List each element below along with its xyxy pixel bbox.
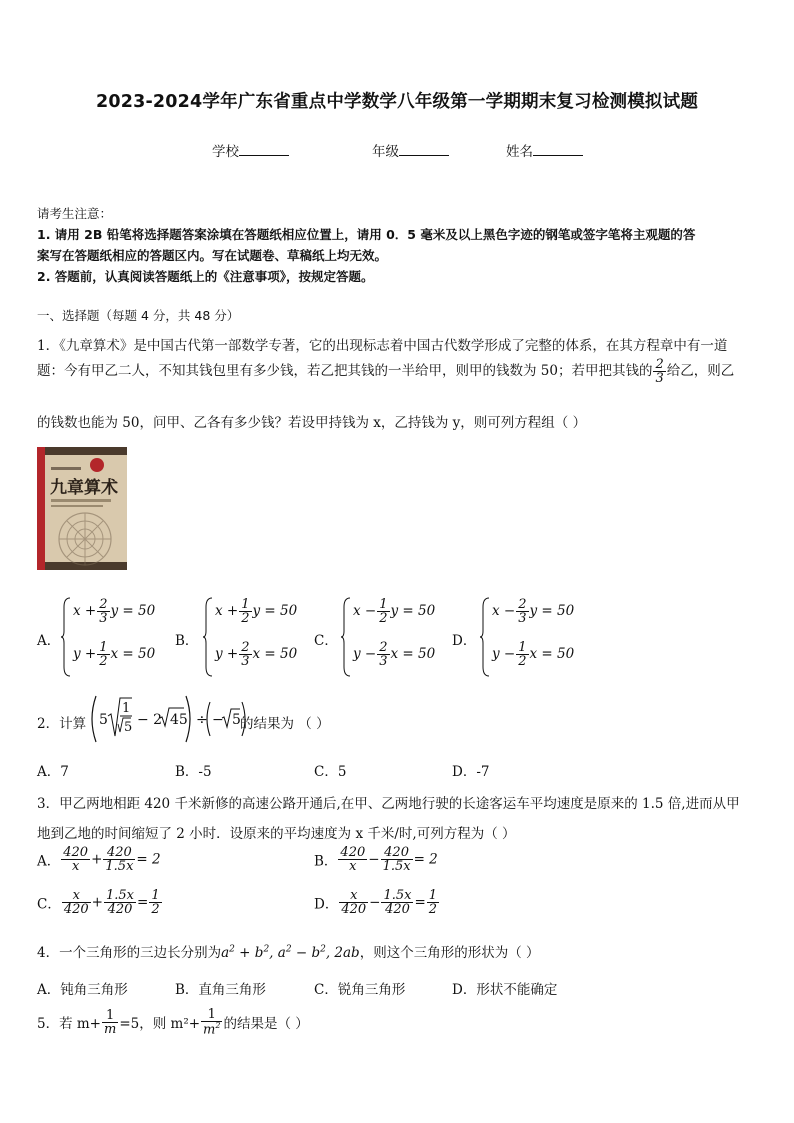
q3-line1: 3．甲乙两地相距 420 千米新修的高速公路开通后,在甲、乙两地行驶的长途客运车平均速度是原来的 1.5 倍,进而从甲 — [37, 796, 740, 812]
q5-prefix: 5．若 m+ — [37, 1016, 101, 1033]
option-letter: D． — [452, 633, 477, 649]
q2-prefix: 2．计算 — [37, 716, 87, 732]
notice-item2: 2. 答题前，认真阅读答题纸上的《注意事项》，按规定答题。 — [37, 269, 374, 284]
q3-line2: 地到乙地的时间缩短了 2 小时．设原来的平均速度为 x 千米/时,可列方程为（ ） — [37, 826, 516, 842]
q4-option-a[interactable]: A．钝角三角形 — [37, 982, 128, 998]
q2-option-a[interactable]: A．7 — [37, 764, 69, 780]
equation-row-1: x − $\frac{2}{3}$ y = 50 — [492, 597, 575, 626]
brace-icon — [61, 596, 71, 678]
q1-inline-fraction — [653, 358, 665, 385]
svg-text:5: 5 — [124, 720, 133, 735]
option-letter: D． — [314, 896, 339, 913]
q2-option-b[interactable]: B．-5 — [175, 764, 212, 780]
svg-text:− 2: − 2 — [137, 712, 163, 728]
notice-item1-line2: 案写在答题纸相应的答题区内。写在试题卷、草稿纸上均无效。 — [37, 248, 388, 263]
equation-row-1: x + $\frac{1}{2}$ y = 50 — [215, 597, 298, 626]
q3-option-c[interactable]: C． $\frac{x}{420}$ + $\frac{1.5x}{420}$ = $\frac{1}{2}$ — [37, 888, 160, 917]
q4-prefix: 4．一个三角形的三边长分别为 — [37, 945, 222, 961]
grade-label: 年级 — [372, 144, 399, 160]
q5-suffix: 的结果是（ ） — [223, 1016, 309, 1033]
svg-text:1: 1 — [122, 701, 131, 716]
q5-mid: =5，则 m²+ — [119, 1016, 201, 1033]
q5-fraction-1: $\frac{1}{m}$ — [104, 1007, 117, 1037]
option-letter: C． — [37, 896, 61, 913]
book-cover-image — [37, 447, 127, 570]
q4-option-b[interactable]: B．直角三角形 — [175, 982, 266, 998]
svg-text:−: − — [212, 712, 224, 728]
name-field[interactable] — [506, 140, 583, 160]
q3-option-d[interactable]: D． $\frac{x}{420}$ − $\frac{1.5x}{420}$ = $\frac{1}{2}$ — [314, 888, 438, 917]
q1-line2 — [37, 358, 734, 385]
q4-line — [37, 941, 540, 961]
q4-side-lengths: $a^2 + b^2$, $a^2 - b^2$, 2ab — [221, 944, 360, 961]
q1-option-a[interactable] — [37, 596, 187, 682]
page-title: 2023-2024学年广东省重点中学数学八年级第一学期期末复习检测模拟试题 — [95, 92, 699, 112]
option-letter: A． — [37, 853, 61, 870]
fraction-numerator: 2 — [655, 357, 664, 372]
q1-option-b[interactable] — [175, 596, 325, 682]
svg-text:45: 45 — [170, 712, 188, 728]
q4-option-c[interactable]: C．锐角三角形 — [314, 982, 406, 998]
brace-icon — [341, 596, 351, 678]
q2-option-c[interactable]: C．5 — [314, 764, 347, 780]
option-letter: A． — [37, 633, 61, 649]
svg-text:5: 5 — [99, 712, 108, 728]
brace-icon — [480, 596, 490, 678]
q1-option-d[interactable] — [452, 596, 602, 682]
option-letter: B． — [175, 633, 199, 649]
section-heading: 一、选择题（每题 4 分，共 48 分） — [37, 308, 240, 323]
equation-row-1: x + $\frac{2}{3}$ y = 50 — [73, 597, 156, 626]
name-blank[interactable] — [533, 143, 583, 156]
svg-text:5: 5 — [232, 712, 241, 728]
equation-row-2: y − $\frac{1}{2}$ x = 50 — [492, 640, 575, 669]
notice-heading: 请考生注意： — [37, 206, 113, 221]
q3-option-a[interactable]: A． $\frac{420}{x}$ + $\frac{420}{1.5x}$ = 2 — [37, 845, 161, 874]
svg-text:÷: ÷ — [196, 712, 208, 728]
q4-suffix: ，则这个三角形的形状为（ ） — [359, 945, 540, 961]
option-letter: C． — [314, 633, 338, 649]
q4-option-d[interactable]: D．形状不能确定 — [452, 982, 558, 998]
q1-line2-text-a: 题：今有甲乙二人，不知其钱包里有多少钱，若乙把其钱的一半给甲，则甲的钱数为 50；若甲把其钱的 — [37, 363, 653, 379]
name-label: 姓名 — [506, 144, 533, 160]
fraction-denominator: 3 — [655, 371, 664, 386]
grade-blank[interactable] — [399, 143, 449, 156]
q3-option-b[interactable]: B． $\frac{420}{x}$ − $\frac{420}{1.5x}$ = 2 — [314, 845, 438, 874]
option-letter: B． — [314, 853, 338, 870]
q2-suffix: 的结果为 （ ） — [240, 716, 330, 732]
q5-fraction-2: $\frac{1}{m^2}$ — [203, 1007, 221, 1038]
book-title-text: 九章算术 — [50, 478, 118, 498]
notice-item1-line1: 1. 请用 2B 铅笔将选择题答案涂填在答题纸相应位置上，请用 0．5 毫米及以上黑色字迹的钢笔或签字笔将主观题的答 — [37, 227, 696, 242]
equation-row-2: y − $\frac{2}{3}$ x = 50 — [353, 640, 436, 669]
grade-field[interactable] — [372, 140, 449, 160]
q1-line3: 的钱数也能为 50，问甲、乙各有多少钱？若设甲持钱为 x，乙持钱为 y，则可列方程组（ ） — [37, 415, 587, 431]
q2-option-d[interactable]: D．-7 — [452, 764, 490, 780]
q1-line1: 1．《九章算术》是中国古代第一部数学专著，它的出现标志着中国古代数学形成了完整的体系，在其方程章中有一道 — [37, 338, 728, 354]
equation-row-2: y + $\frac{2}{3}$ x = 50 — [215, 640, 298, 669]
equation-row-1: x − $\frac{1}{2}$ y = 50 — [353, 597, 436, 626]
school-blank[interactable] — [239, 143, 289, 156]
school-label: 学校 — [212, 144, 239, 160]
brace-icon — [203, 596, 213, 678]
equation-row-2: y + $\frac{1}{2}$ x = 50 — [73, 640, 156, 669]
q1-option-c[interactable] — [314, 596, 464, 682]
q5-line — [37, 1008, 309, 1036]
school-field[interactable] — [212, 140, 289, 160]
q1-line2-text-b: 给乙，则乙 — [666, 363, 735, 379]
